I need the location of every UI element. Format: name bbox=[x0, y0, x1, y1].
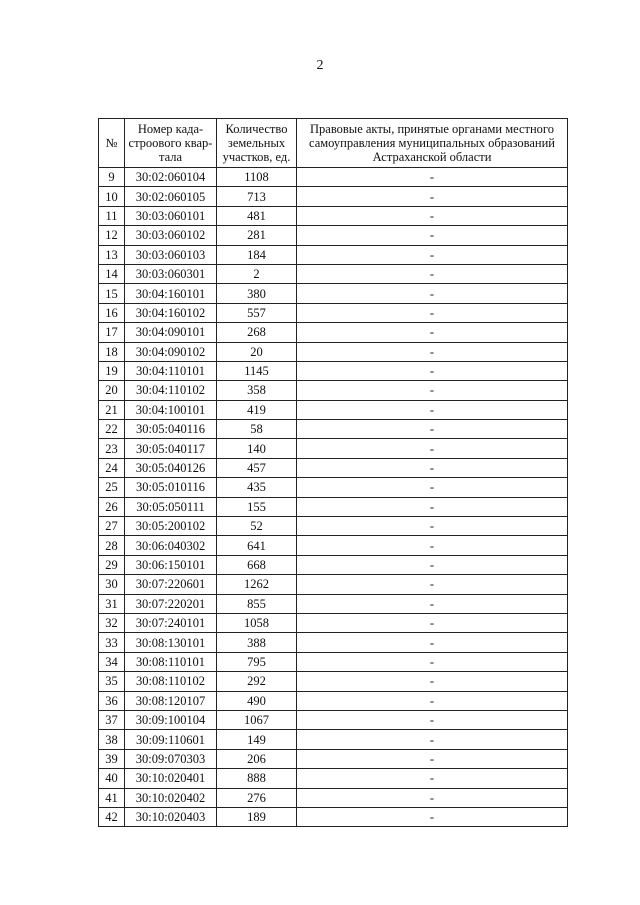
cell-cadastral-code: 30:09:070303 bbox=[125, 749, 217, 768]
table-row bbox=[99, 381, 568, 400]
cell-number: 33 bbox=[99, 633, 125, 652]
cell-land-count: 435 bbox=[217, 478, 297, 497]
cell-land-count: 388 bbox=[217, 633, 297, 652]
table-row bbox=[99, 264, 568, 283]
cell-cadastral-code: 30:04:090102 bbox=[125, 342, 217, 361]
cell-number: 11 bbox=[99, 206, 125, 225]
cell-cadastral-code: 30:08:120107 bbox=[125, 691, 217, 710]
table-row bbox=[99, 284, 568, 303]
table-row bbox=[99, 749, 568, 768]
cell-number: 13 bbox=[99, 245, 125, 264]
table-row bbox=[99, 420, 568, 439]
cell-number: 28 bbox=[99, 536, 125, 555]
table-body bbox=[99, 168, 568, 827]
cell-legal-acts: - bbox=[297, 458, 568, 477]
table-row bbox=[99, 303, 568, 322]
table-row bbox=[99, 594, 568, 613]
cell-land-count: 490 bbox=[217, 691, 297, 710]
cell-legal-acts: - bbox=[297, 749, 568, 768]
cell-number: 18 bbox=[99, 342, 125, 361]
cell-land-count: 641 bbox=[217, 536, 297, 555]
cell-land-count: 481 bbox=[217, 206, 297, 225]
cell-legal-acts: - bbox=[297, 633, 568, 652]
table-row bbox=[99, 478, 568, 497]
cell-legal-acts: - bbox=[297, 788, 568, 807]
table-row bbox=[99, 517, 568, 536]
header-land-count: Количество земельных участков, ед. bbox=[217, 119, 297, 168]
cell-land-count: 668 bbox=[217, 555, 297, 574]
cell-legal-acts: - bbox=[297, 652, 568, 671]
cell-legal-acts: - bbox=[297, 245, 568, 264]
cell-cadastral-code: 30:04:160102 bbox=[125, 303, 217, 322]
cell-land-count: 281 bbox=[217, 226, 297, 245]
cell-land-count: 1058 bbox=[217, 613, 297, 632]
table-row bbox=[99, 206, 568, 225]
cell-number: 22 bbox=[99, 420, 125, 439]
cell-cadastral-code: 30:02:060104 bbox=[125, 168, 217, 187]
cell-number: 12 bbox=[99, 226, 125, 245]
cell-land-count: 1067 bbox=[217, 710, 297, 729]
table-row bbox=[99, 769, 568, 788]
cell-legal-acts: - bbox=[297, 691, 568, 710]
cell-cadastral-code: 30:09:100104 bbox=[125, 710, 217, 729]
cell-number: 39 bbox=[99, 749, 125, 768]
table-row bbox=[99, 672, 568, 691]
cell-number: 21 bbox=[99, 400, 125, 419]
cell-legal-acts: - bbox=[297, 342, 568, 361]
table-row bbox=[99, 187, 568, 206]
cell-number: 31 bbox=[99, 594, 125, 613]
cell-land-count: 149 bbox=[217, 730, 297, 749]
cell-number: 15 bbox=[99, 284, 125, 303]
table-row bbox=[99, 633, 568, 652]
cell-number: 35 bbox=[99, 672, 125, 691]
cell-cadastral-code: 30:02:060105 bbox=[125, 187, 217, 206]
cell-legal-acts: - bbox=[297, 420, 568, 439]
table-row bbox=[99, 400, 568, 419]
table-row bbox=[99, 323, 568, 342]
cell-cadastral-code: 30:07:240101 bbox=[125, 613, 217, 632]
cell-land-count: 58 bbox=[217, 420, 297, 439]
table-row bbox=[99, 361, 568, 380]
cell-legal-acts: - bbox=[297, 613, 568, 632]
cell-number: 16 bbox=[99, 303, 125, 322]
cell-land-count: 557 bbox=[217, 303, 297, 322]
cell-land-count: 855 bbox=[217, 594, 297, 613]
cell-cadastral-code: 30:05:010116 bbox=[125, 478, 217, 497]
table-row bbox=[99, 497, 568, 516]
cell-legal-acts: - bbox=[297, 226, 568, 245]
cell-cadastral-code: 30:10:020401 bbox=[125, 769, 217, 788]
header-row bbox=[99, 119, 568, 168]
cell-legal-acts: - bbox=[297, 400, 568, 419]
cell-cadastral-code: 30:04:110102 bbox=[125, 381, 217, 400]
cell-land-count: 380 bbox=[217, 284, 297, 303]
cell-land-count: 1145 bbox=[217, 361, 297, 380]
cell-legal-acts: - bbox=[297, 361, 568, 380]
cell-land-count: 888 bbox=[217, 769, 297, 788]
cell-land-count: 189 bbox=[217, 807, 297, 826]
cell-number: 24 bbox=[99, 458, 125, 477]
cell-number: 10 bbox=[99, 187, 125, 206]
cell-legal-acts: - bbox=[297, 264, 568, 283]
cell-number: 30 bbox=[99, 575, 125, 594]
cell-number: 32 bbox=[99, 613, 125, 632]
cell-land-count: 155 bbox=[217, 497, 297, 516]
cell-legal-acts: - bbox=[297, 710, 568, 729]
cadastral-table bbox=[98, 118, 568, 827]
cell-land-count: 457 bbox=[217, 458, 297, 477]
cell-number: 19 bbox=[99, 361, 125, 380]
header-legal-acts: Правовые акты, принятые органами местного самоуправления муниципальных образований Астраханской области bbox=[297, 119, 568, 168]
cell-cadastral-code: 30:05:040117 bbox=[125, 439, 217, 458]
cell-number: 9 bbox=[99, 168, 125, 187]
cell-land-count: 419 bbox=[217, 400, 297, 419]
cell-land-count: 292 bbox=[217, 672, 297, 691]
cell-legal-acts: - bbox=[297, 555, 568, 574]
cell-land-count: 140 bbox=[217, 439, 297, 458]
cell-land-count: 358 bbox=[217, 381, 297, 400]
cell-cadastral-code: 30:03:060103 bbox=[125, 245, 217, 264]
cell-cadastral-code: 30:05:040116 bbox=[125, 420, 217, 439]
cell-land-count: 52 bbox=[217, 517, 297, 536]
cell-legal-acts: - bbox=[297, 672, 568, 691]
cell-cadastral-code: 30:03:060101 bbox=[125, 206, 217, 225]
cell-legal-acts: - bbox=[297, 303, 568, 322]
cell-number: 20 bbox=[99, 381, 125, 400]
cell-number: 14 bbox=[99, 264, 125, 283]
table-row bbox=[99, 245, 568, 264]
cell-cadastral-code: 30:08:110101 bbox=[125, 652, 217, 671]
cell-cadastral-code: 30:05:200102 bbox=[125, 517, 217, 536]
cell-number: 42 bbox=[99, 807, 125, 826]
cell-legal-acts: - bbox=[297, 284, 568, 303]
cell-cadastral-code: 30:04:090101 bbox=[125, 323, 217, 342]
table-row bbox=[99, 226, 568, 245]
cell-cadastral-code: 30:07:220601 bbox=[125, 575, 217, 594]
table-header bbox=[99, 119, 568, 168]
table-row bbox=[99, 710, 568, 729]
cell-cadastral-code: 30:05:040126 bbox=[125, 458, 217, 477]
table-row bbox=[99, 613, 568, 632]
cell-legal-acts: - bbox=[297, 439, 568, 458]
cell-number: 29 bbox=[99, 555, 125, 574]
table-row bbox=[99, 536, 568, 555]
cell-legal-acts: - bbox=[297, 575, 568, 594]
cell-legal-acts: - bbox=[297, 769, 568, 788]
cell-cadastral-code: 30:08:110102 bbox=[125, 672, 217, 691]
cell-legal-acts: - bbox=[297, 807, 568, 826]
table-row bbox=[99, 807, 568, 826]
cell-cadastral-code: 30:06:040302 bbox=[125, 536, 217, 555]
cell-land-count: 184 bbox=[217, 245, 297, 264]
cell-land-count: 276 bbox=[217, 788, 297, 807]
cell-land-count: 795 bbox=[217, 652, 297, 671]
table-row bbox=[99, 555, 568, 574]
cell-cadastral-code: 30:03:060301 bbox=[125, 264, 217, 283]
table-row bbox=[99, 730, 568, 749]
table-row bbox=[99, 342, 568, 361]
cell-cadastral-code: 30:04:110101 bbox=[125, 361, 217, 380]
cell-number: 26 bbox=[99, 497, 125, 516]
cell-cadastral-code: 30:04:160101 bbox=[125, 284, 217, 303]
cell-land-count: 206 bbox=[217, 749, 297, 768]
cell-legal-acts: - bbox=[297, 187, 568, 206]
cell-cadastral-code: 30:08:130101 bbox=[125, 633, 217, 652]
header-cadastral-code: Номер када-строового квар-тала bbox=[125, 119, 217, 168]
table-row bbox=[99, 788, 568, 807]
table-row bbox=[99, 652, 568, 671]
cell-legal-acts: - bbox=[297, 206, 568, 225]
table-row bbox=[99, 168, 568, 187]
cell-legal-acts: - bbox=[297, 517, 568, 536]
cell-land-count: 1108 bbox=[217, 168, 297, 187]
cell-land-count: 713 bbox=[217, 187, 297, 206]
cell-cadastral-code: 30:10:020403 bbox=[125, 807, 217, 826]
cell-cadastral-code: 30:06:150101 bbox=[125, 555, 217, 574]
cell-number: 23 bbox=[99, 439, 125, 458]
table-row bbox=[99, 691, 568, 710]
header-number: № bbox=[99, 119, 125, 168]
cell-cadastral-code: 30:04:100101 bbox=[125, 400, 217, 419]
cell-land-count: 2 bbox=[217, 264, 297, 283]
cell-cadastral-code: 30:09:110601 bbox=[125, 730, 217, 749]
cell-cadastral-code: 30:05:050111 bbox=[125, 497, 217, 516]
cell-land-count: 1262 bbox=[217, 575, 297, 594]
cell-number: 17 bbox=[99, 323, 125, 342]
table-row bbox=[99, 575, 568, 594]
cell-cadastral-code: 30:10:020402 bbox=[125, 788, 217, 807]
cell-land-count: 20 bbox=[217, 342, 297, 361]
cell-number: 38 bbox=[99, 730, 125, 749]
table-row bbox=[99, 439, 568, 458]
table-row bbox=[99, 458, 568, 477]
cell-legal-acts: - bbox=[297, 381, 568, 400]
cell-legal-acts: - bbox=[297, 478, 568, 497]
cell-legal-acts: - bbox=[297, 594, 568, 613]
cell-number: 40 bbox=[99, 769, 125, 788]
cell-number: 41 bbox=[99, 788, 125, 807]
cell-legal-acts: - bbox=[297, 168, 568, 187]
page-number: 2 bbox=[316, 58, 324, 73]
cell-number: 36 bbox=[99, 691, 125, 710]
cell-number: 27 bbox=[99, 517, 125, 536]
cell-legal-acts: - bbox=[297, 730, 568, 749]
cell-cadastral-code: 30:03:060102 bbox=[125, 226, 217, 245]
cell-number: 25 bbox=[99, 478, 125, 497]
cell-cadastral-code: 30:07:220201 bbox=[125, 594, 217, 613]
cell-legal-acts: - bbox=[297, 497, 568, 516]
cell-land-count: 268 bbox=[217, 323, 297, 342]
cell-legal-acts: - bbox=[297, 536, 568, 555]
cell-legal-acts: - bbox=[297, 323, 568, 342]
cell-number: 37 bbox=[99, 710, 125, 729]
cell-number: 34 bbox=[99, 652, 125, 671]
